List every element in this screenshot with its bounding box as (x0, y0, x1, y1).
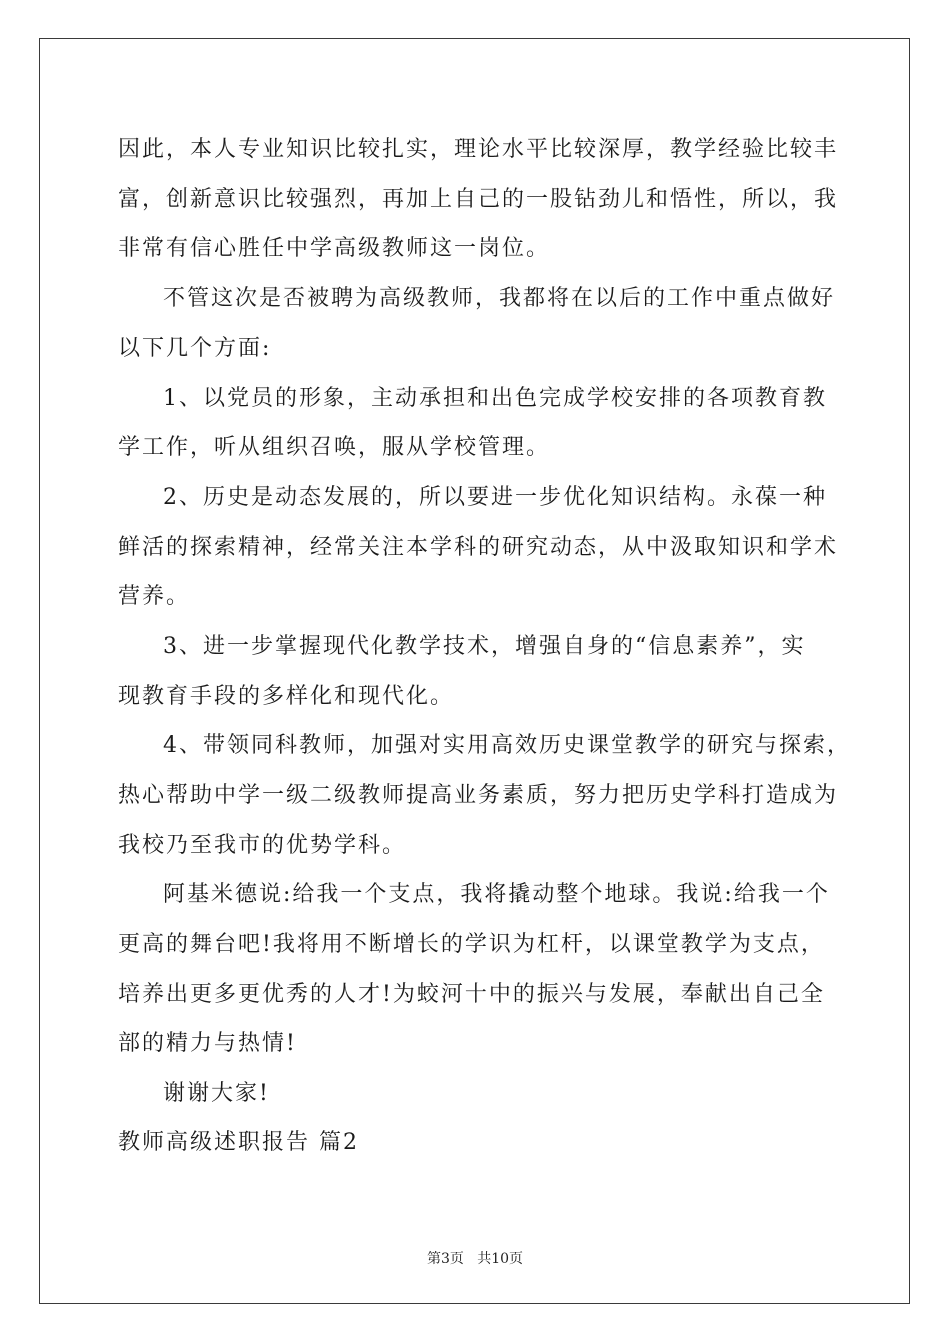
paragraph-7-line-1: 阿基米德说:给我一个支点，我将撬动整个地球。我说:给我一个 (163, 882, 830, 907)
paragraph-4-line-3: 营养。 (118, 584, 191, 609)
paragraph-3-line-2: 学工作，听从组织召唤，服从学校管理。 (118, 435, 551, 460)
paragraph-1-line-2: 富，创新意识比较强烈，再加上自己的一股钻劲儿和悟性，所以，我 (118, 187, 839, 212)
paragraph-5-line-2: 现教育手段的多样化和现代化。 (118, 684, 455, 709)
paragraph-2-line-2: 以下几个方面: (118, 336, 272, 361)
page-border (39, 38, 910, 1304)
section-heading: 教师高级述职报告 篇2 (118, 1130, 359, 1155)
paragraph-4-line-1: 2、历史是动态发展的，所以要进一步优化知识结构。永葆一种 (163, 485, 827, 510)
paragraph-8-line-1: 谢谢大家! (163, 1081, 270, 1106)
paragraph-1-line-1: 因此，本人专业知识比较扎实，理论水平比较深厚，教学经验比较丰 (118, 137, 839, 162)
paragraph-3-line-1: 1、以党员的形象，主动承担和出色完成学校安排的各项教育教 (163, 386, 827, 411)
paragraph-6-line-3: 我校乃至我市的优势学科。 (118, 833, 407, 858)
paragraph-7-line-2: 更高的舞台吧!我将用不断增长的学识为杠杆，以课堂教学为支点， (118, 932, 825, 957)
paragraph-5-line-1: 3、进一步掌握现代化教学技术，增强自身的“信息素养”，实 (163, 634, 806, 659)
paragraph-7-line-3: 培养出更多更优秀的人才!为蛟河十中的振兴与发展，奉献出自己全 (118, 982, 825, 1007)
paragraph-4-line-2: 鲜活的探索精神，经常关注本学科的研究动态，从中汲取知识和学术 (118, 535, 839, 560)
paragraph-1-line-3: 非常有信心胜任中学高级教师这一岗位。 (118, 236, 551, 261)
page-footer: 第3页 共10页 (426, 1251, 524, 1267)
paragraph-6-line-1: 4、带领同科教师，加强对实用高效历史课堂教学的研究与探索， (163, 733, 851, 758)
paragraph-7-line-4: 部的精力与热情! (118, 1031, 297, 1056)
paragraph-6-line-2: 热心帮助中学一级二级教师提高业务素质，努力把历史学科打造成为 (118, 783, 839, 808)
paragraph-2-line-1: 不管这次是否被聘为高级教师，我都将在以后的工作中重点做好 (163, 286, 836, 311)
